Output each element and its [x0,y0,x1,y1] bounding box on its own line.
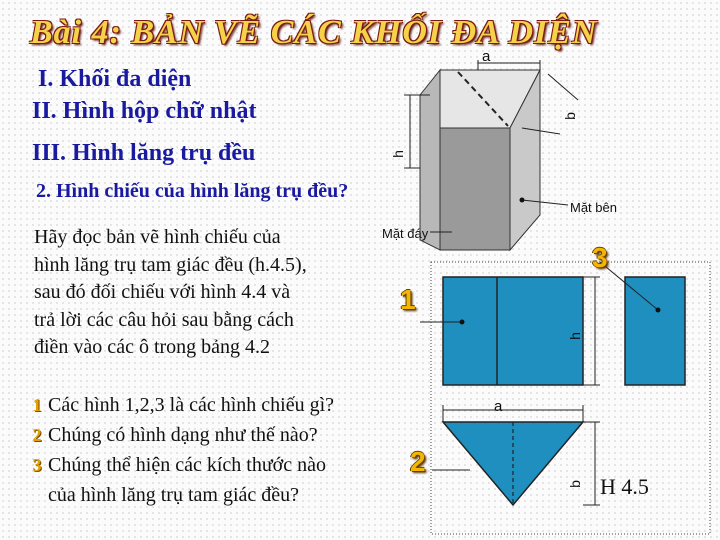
slide-title: Bài 4: BẢN VẼ CÁC KHỐI ĐA DIỆN [30,14,598,51]
projection-number-2: 2 [410,446,426,477]
question-number: 2 [32,425,42,445]
question-number: 3 [32,455,42,475]
dimension-label-b-top: b [561,112,578,120]
dimension-label-a-top: a [482,48,491,65]
top-view-projection [432,405,600,505]
paragraph-line: trả lời các câu hỏi sau bằng cách [34,308,294,331]
question-text: Chúng có hình dạng như thế nào? [48,424,318,446]
front-view-projection [420,277,600,385]
side-view-projection [600,262,685,385]
dimension-label-h-front: h [566,332,583,340]
projection-number-3: 3 [592,242,608,273]
dimension-label-a-bottom: a [494,398,503,415]
dimension-label-h-top: h [389,150,406,158]
dimension-label-b-bottom: b [566,480,583,488]
callout-mat-ben: Mặt bên [570,200,617,215]
paragraph-line: Hãy đọc bản vẽ hình chiếu của [34,226,281,248]
paragraph-line: sau đó đối chiếu với hình 4.4 và [34,281,291,303]
figure-caption: H 4.5 [600,474,649,499]
projection-number-1: 1 [400,284,416,315]
menu-item-hinh-hop-chu-nhat: II. Hình hộp chữ nhật [32,98,257,124]
question-text: của hình lăng trụ tam giác đều? [48,484,300,506]
question-text: Chúng thể hiện các kích thước nào [48,454,326,476]
menu-item-khoi-da-dien: I. Khối đa diện [38,66,192,92]
prism-3d [404,60,578,250]
menu-item-hinh-lang-tru-deu: III. Hình lăng trụ đều [32,140,256,166]
paragraph-line: hình lăng trụ tam giác đều (h.4.5), [34,253,307,276]
section-heading: 2. Hình chiếu của hình lăng trụ đều? [36,180,349,202]
callout-mat-day: Mặt đáy [382,226,429,241]
question-text: Các hình 1,2,3 là các hình chiếu gì? [48,394,335,416]
question-number: 1 [32,395,42,415]
paragraph-line: điền vào các ô trong bảng 4.2 [34,336,271,358]
